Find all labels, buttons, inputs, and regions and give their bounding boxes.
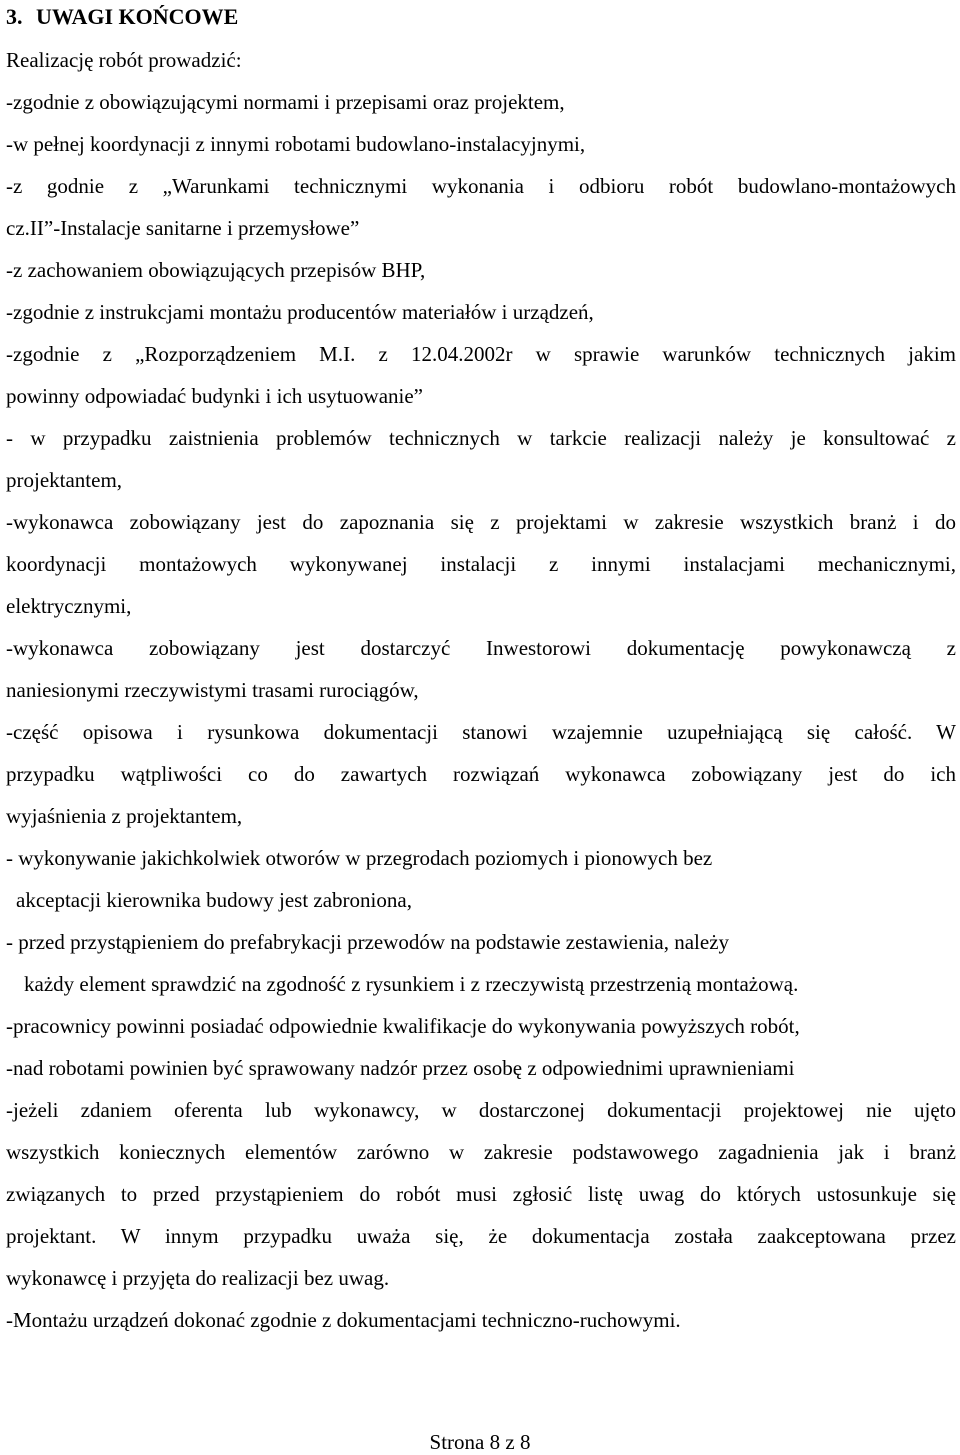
section-heading — [6, 4, 238, 30]
body-line: elektrycznymi, — [6, 594, 132, 618]
body-line: projektant. W innym przypadku uważa się, że dokumentacja została zaakceptowana przez — [6, 1224, 956, 1248]
body-line: -z zachowaniem obowiązujących przepisów BHP, — [6, 258, 426, 282]
body-line: wszystkich koniecznych elementów zarówno w zakresie podstawowego zagadnienia jak i branż — [6, 1140, 956, 1164]
body-line: - w przypadku zaistnienia problemów technicznych w tarkcie realizacji należy je konsultować z — [6, 426, 956, 450]
body-line: - przed przystąpieniem do prefabrykacji przewodów na podstawie zestawienia, należy — [6, 930, 730, 954]
body-line: -część opisowa i rysunkowa dokumentacji stanowi wzajemnie uzupełniającą się całość. W — [6, 720, 956, 744]
body-line: Realizację robót prowadzić: — [6, 48, 242, 72]
body-line: -zgodnie z instrukcjami montażu producentów materiałów i urządzeń, — [6, 300, 594, 324]
body-line: -zgodnie z obowiązującymi normami i przepisami oraz projektem, — [6, 90, 565, 114]
body-line: projektantem, — [6, 468, 123, 492]
body-line: -zgodnie z „Rozporządzeniem M.I. z 12.04.2002r w sprawie warunków technicznych jakim — [6, 342, 956, 366]
page-number-footer: Strona 8 z 8 — [429, 1430, 531, 1454]
body-line: przypadku wątpliwości co do zawartych rozwiązań wykonawca zobowiązany jest do ich — [6, 762, 956, 786]
body-line: koordynacji montażowych wykonywanej instalacji z innymi instalacjami mechanicznymi, — [6, 552, 956, 576]
body-line: wyjaśnienia z projektantem, — [6, 804, 243, 828]
body-line: -pracownicy powinni posiadać odpowiednie kwalifikacje do wykonywania powyższych robót, — [6, 1014, 800, 1038]
body-line: -nad robotami powinien być sprawowany nadzór przez osobę z odpowiednimi uprawnieniami — [6, 1056, 795, 1080]
body-line: -wykonawca zobowiązany jest dostarczyć Inwestorowi dokumentację powykonawczą z — [6, 636, 956, 660]
section-number: 3. — [6, 4, 23, 29]
body-line: -jeżeli zdaniem oferenta lub wykonawcy, w dostarczonej dokumentacji projektowej nie ujęto — [6, 1098, 956, 1122]
section-title: UWAGI KOŃCOWE — [36, 4, 239, 29]
body-line: związanych to przed przystąpieniem do robót musi zgłosić listę uwag do których ustosunkuje się — [6, 1182, 956, 1206]
body-line: akceptacji kierownika budowy jest zabroniona, — [16, 888, 412, 912]
body-line: wykonawcę i przyjęta do realizacji bez uwag. — [6, 1266, 390, 1290]
body-line: -z godnie z „Warunkami technicznymi wykonania i odbioru robót budowlano-montażowych — [6, 174, 956, 198]
body-line: naniesionymi rzeczywistymi trasami rurociągów, — [6, 678, 419, 702]
body-line: -Montażu urządzeń dokonać zgodnie z dokumentacjami techniczno-ruchowymi. — [6, 1308, 681, 1332]
body-line: - wykonywanie jakichkolwiek otworów w przegrodach poziomych i pionowych bez — [6, 846, 713, 870]
body-line: powinny odpowiadać budynki i ich usytuowanie” — [6, 384, 424, 408]
body-line: cz.II”-Instalacje sanitarne i przemysłowe” — [6, 216, 360, 240]
body-line: -wykonawca zobowiązany jest do zapoznania się z projektami w zakresie wszystkich branż i do — [6, 510, 956, 534]
body-line: każdy element sprawdzić na zgodność z rysunkiem i z rzeczywistą przestrzenią montażową. — [24, 972, 799, 996]
body-line: -w pełnej koordynacji z innymi robotami budowlano-instalacyjnymi, — [6, 132, 586, 156]
